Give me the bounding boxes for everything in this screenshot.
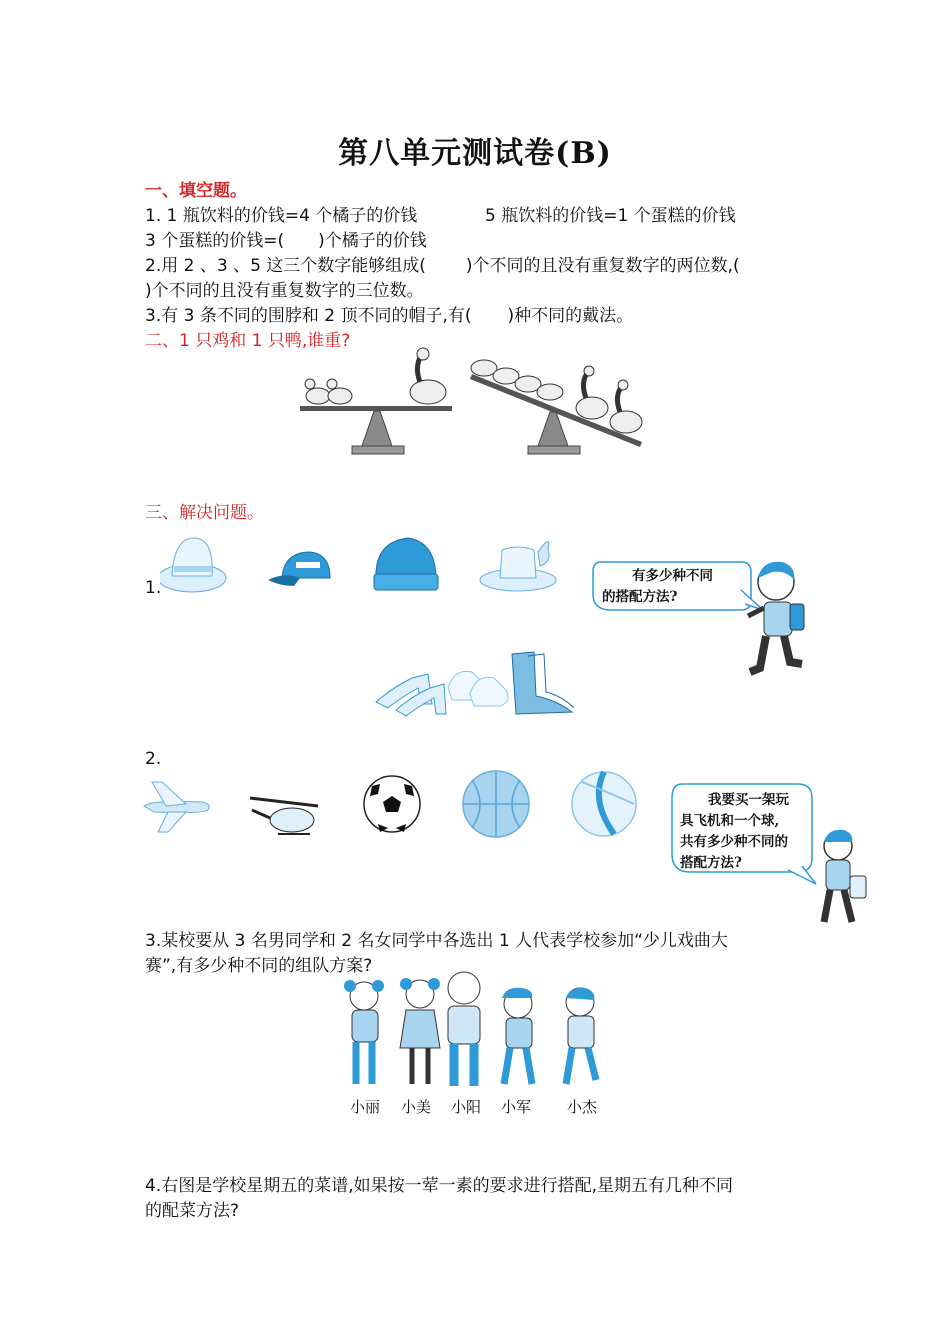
q3-line xyxy=(145,301,633,326)
bubble2-line: 具飞机和一个球, xyxy=(680,813,780,829)
q2-line1-b: )个不同的且没有重复数字的两位数,( xyxy=(465,256,740,276)
bubble1-line: 的搭配方法? xyxy=(602,589,678,605)
q2-line1-a: 2.用 2 、3 、5 这三个数字能够组成( xyxy=(145,256,426,276)
baseball-cap-icon xyxy=(268,552,330,586)
hats-row xyxy=(160,532,560,598)
bubble2-text xyxy=(680,790,816,874)
problem1-number: 1. xyxy=(145,578,162,598)
children-group xyxy=(340,968,610,1092)
boy-icon xyxy=(448,972,480,1086)
child-name-label: 小军 xyxy=(501,1098,532,1116)
q3-a: 3.有 3 条不同的围脖和 2 顶不同的帽子,有( xyxy=(145,306,472,326)
problem4-line2: 的配菜方法? xyxy=(145,1201,240,1221)
problem3-line1: 3.某校要从 3 名男同学和 2 名女同学中各选出 1 人代表学校参加“少儿戏曲大 xyxy=(145,931,728,951)
boy-icon xyxy=(502,988,532,1084)
girl-icon xyxy=(400,978,440,1084)
shoes-row xyxy=(372,648,576,720)
boy-character-2 xyxy=(814,826,870,930)
bubble2-line: 我要买一架玩 xyxy=(708,792,789,808)
q1-right: 5 瓶饮料的价钱=1 个蛋糕的价钱 xyxy=(485,206,736,226)
boots-icon xyxy=(512,652,574,714)
boy-icon xyxy=(566,988,596,1084)
problem2-number: 2. xyxy=(145,749,162,769)
high-heels-icon xyxy=(376,674,446,716)
sneakers-icon xyxy=(448,671,508,706)
section3-heading: 三、解决问题。 xyxy=(145,503,264,523)
helicopter-icon xyxy=(250,798,318,834)
toys-row xyxy=(142,770,642,840)
feather-hat-icon xyxy=(480,541,556,591)
basketball-icon xyxy=(463,771,529,837)
section2-heading: 二、1 只鸡和 1 只鸭,谁重? xyxy=(145,331,351,351)
knit-hat-icon xyxy=(374,538,438,590)
girl-icon xyxy=(344,980,384,1084)
q3-b: )种不同的戴法。 xyxy=(507,306,634,326)
bubble1-line: 有多少种不同 xyxy=(632,568,713,584)
q1-left: 1. 1 瓶饮料的价钱=4 个橘子的价钱 xyxy=(145,206,418,226)
boy-character-1 xyxy=(742,558,814,684)
child-name-label: 小阳 xyxy=(451,1098,482,1116)
right-scale-icon xyxy=(470,360,642,454)
problem3-line2: 赛”,有多少种不同的组队方案? xyxy=(145,956,373,976)
child-name-label: 小美 xyxy=(401,1098,432,1116)
q2-line1 xyxy=(145,251,740,276)
q2-line2: )个不同的且没有重复数字的三位数。 xyxy=(145,281,424,301)
q1-line2 xyxy=(145,226,427,251)
bubble2-line: 搭配方法? xyxy=(680,855,742,871)
section1-heading: 一、填空题。 xyxy=(145,181,247,201)
airplane-icon xyxy=(144,782,209,832)
problem4-line1: 4.右图是学校星期五的菜谱,如果按一荤一素的要求进行搭配,星期五有几种不同 xyxy=(145,1176,734,1196)
bubble2-line: 共有多少种不同的 xyxy=(680,834,788,850)
q1-line2-b: )个橘子的价钱 xyxy=(318,231,427,251)
bubble1-text xyxy=(602,566,752,608)
q1-line2-a: 3 个蛋糕的价钱=( xyxy=(145,231,285,251)
page-title: 第八单元测试卷(B) xyxy=(338,136,612,171)
child-name-label: 小丽 xyxy=(350,1098,381,1116)
child-name-label: 小杰 xyxy=(567,1098,598,1116)
white-hat-icon xyxy=(160,538,226,592)
balance-scale-illustration xyxy=(296,346,646,458)
left-scale-icon xyxy=(300,348,452,454)
volleyball-icon xyxy=(572,772,636,836)
soccer-ball-icon xyxy=(364,776,420,832)
